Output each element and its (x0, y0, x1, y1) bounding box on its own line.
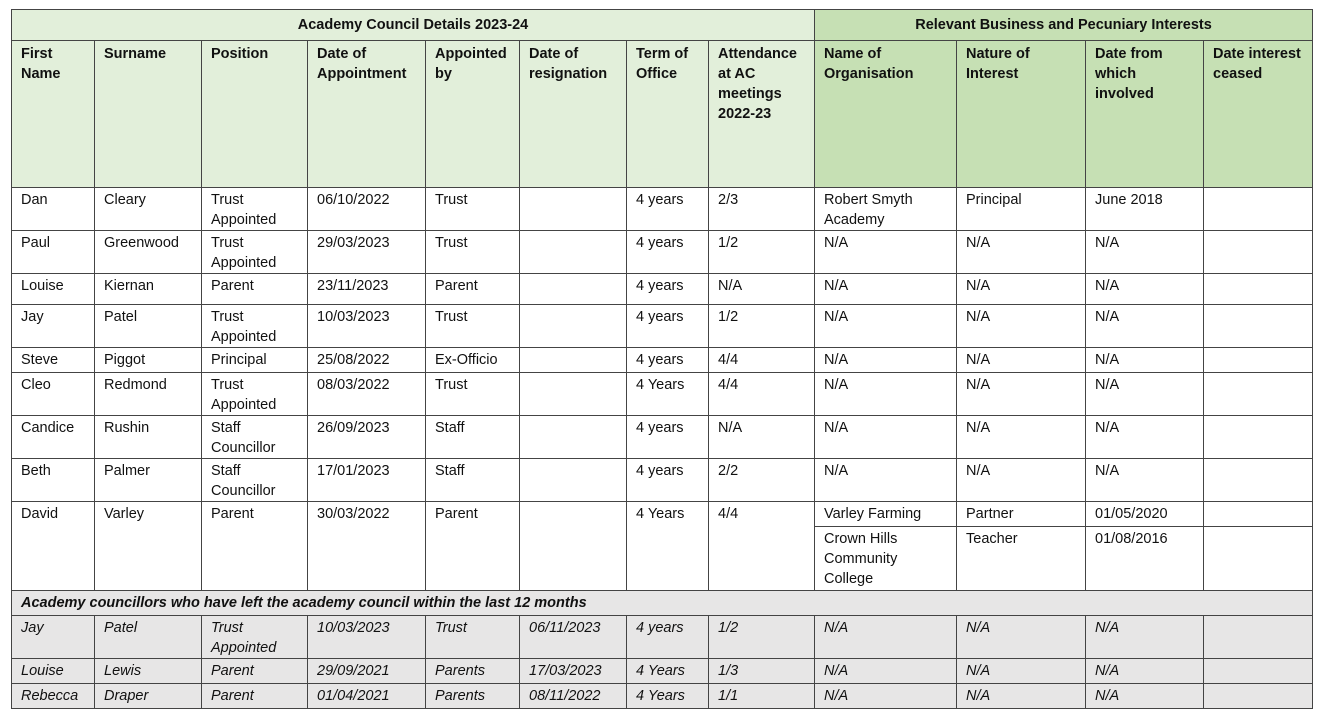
cell-term: 4 years (627, 231, 709, 274)
cell-organisation: N/A (815, 231, 957, 274)
cell-appointment-date: 01/04/2021 (308, 684, 426, 709)
cell-appointment-date: 10/03/2023 (308, 616, 426, 659)
cell-term: 4 years (627, 305, 709, 348)
interests-title: Relevant Business and Pecuniary Interests (815, 10, 1313, 41)
cell-organisation: Robert Smyth Academy (815, 188, 957, 231)
cell-resignation (520, 188, 627, 231)
cell-position: Trust Appointed (202, 188, 308, 231)
cell-term: 4 years (627, 616, 709, 659)
cell-resignation (520, 274, 627, 305)
table-row (12, 188, 1313, 231)
cell-appointed-by: Trust (426, 231, 520, 274)
header-first-name: First Name (12, 41, 95, 188)
cell-term: 4 years (627, 188, 709, 231)
cell-appointed-by: Parents (426, 659, 520, 684)
header-appointed-by: Appointed by (426, 41, 520, 188)
cell-organisation: Crown Hills Community College (815, 527, 957, 591)
cell-term: 4 years (627, 274, 709, 305)
cell-attendance: 1/2 (709, 231, 815, 274)
cell-interest: N/A (957, 684, 1086, 709)
cell-date-ceased (1204, 616, 1313, 659)
cell-appointed-by: Trust (426, 305, 520, 348)
cell-position: Parent (202, 502, 308, 591)
cell-term: 4 Years (627, 684, 709, 709)
cell-organisation: N/A (815, 373, 957, 416)
cell-surname: Patel (95, 616, 202, 659)
cell-organisation: N/A (815, 348, 957, 373)
cell-resignation (520, 502, 627, 591)
cell-attendance: 1/2 (709, 616, 815, 659)
cell-surname: Lewis (95, 659, 202, 684)
cell-surname: Kiernan (95, 274, 202, 305)
cell-date-ceased (1204, 274, 1313, 305)
cell-attendance: 4/4 (709, 373, 815, 416)
cell-appointed-by: Parent (426, 274, 520, 305)
cell-date-from: N/A (1086, 274, 1204, 305)
cell-date-ceased (1204, 459, 1313, 502)
cell-term: 4 Years (627, 659, 709, 684)
cell-organisation: N/A (815, 416, 957, 459)
cell-position: Parent (202, 274, 308, 305)
table-row (12, 348, 1313, 373)
cell-date-ceased (1204, 416, 1313, 459)
header-attendance: Attendance at AC meetings 2022-23 (709, 41, 815, 188)
cell-appointment-date: 17/01/2023 (308, 459, 426, 502)
cell-date-ceased (1204, 231, 1313, 274)
cell-surname: Redmond (95, 373, 202, 416)
cell-organisation: N/A (815, 616, 957, 659)
cell-date-ceased (1204, 373, 1313, 416)
cell-term: 4 Years (627, 502, 709, 591)
table-row (12, 305, 1313, 348)
cell-interest: N/A (957, 616, 1086, 659)
cell-appointment-date: 29/09/2021 (308, 659, 426, 684)
cell-position: Principal (202, 348, 308, 373)
cell-resignation: 06/11/2023 (520, 616, 627, 659)
cell-date-from: N/A (1086, 616, 1204, 659)
council-details-title: Academy Council Details 2023-24 (12, 10, 815, 41)
cell-first-name: Louise (12, 659, 95, 684)
cell-date-ceased (1204, 305, 1313, 348)
cell-appointment-date: 10/03/2023 (308, 305, 426, 348)
cell-attendance: 2/3 (709, 188, 815, 231)
cell-surname: Draper (95, 684, 202, 709)
cell-date-from: N/A (1086, 373, 1204, 416)
cell-position: Parent (202, 684, 308, 709)
cell-resignation (520, 348, 627, 373)
cell-appointment-date: 29/03/2023 (308, 231, 426, 274)
cell-interest: N/A (957, 305, 1086, 348)
cell-first-name: Louise (12, 274, 95, 305)
cell-appointment-date: 08/03/2022 (308, 373, 426, 416)
cell-first-name: David (12, 502, 95, 591)
cell-attendance: N/A (709, 416, 815, 459)
cell-resignation: 08/11/2022 (520, 684, 627, 709)
cell-date-ceased (1204, 348, 1313, 373)
cell-organisation: N/A (815, 305, 957, 348)
cell-appointment-date: 26/09/2023 (308, 416, 426, 459)
cell-surname: Cleary (95, 188, 202, 231)
table-row (12, 659, 1313, 684)
cell-position: Staff Councillor (202, 459, 308, 502)
header-nature-of-interest: Nature of Interest (957, 41, 1086, 188)
cell-first-name: Dan (12, 188, 95, 231)
cell-first-name: Beth (12, 459, 95, 502)
cell-interest: Teacher (957, 527, 1086, 591)
cell-interest: N/A (957, 416, 1086, 459)
cell-surname: Varley (95, 502, 202, 591)
cell-appointed-by: Parent (426, 502, 520, 591)
cell-resignation (520, 416, 627, 459)
former-members-section (12, 591, 1313, 616)
cell-appointed-by: Staff (426, 459, 520, 502)
cell-surname: Rushin (95, 416, 202, 459)
table-row (12, 459, 1313, 502)
cell-attendance: 1/1 (709, 684, 815, 709)
cell-appointed-by: Trust (426, 616, 520, 659)
cell-date-from: N/A (1086, 684, 1204, 709)
cell-appointed-by: Staff (426, 416, 520, 459)
cell-interest: N/A (957, 348, 1086, 373)
table-row (12, 274, 1313, 305)
header-term-of-office: Term of Office (627, 41, 709, 188)
cell-resignation (520, 373, 627, 416)
cell-surname: Patel (95, 305, 202, 348)
cell-attendance: 1/3 (709, 659, 815, 684)
cell-interest: N/A (957, 373, 1086, 416)
cell-surname: Palmer (95, 459, 202, 502)
cell-interest: N/A (957, 231, 1086, 274)
cell-first-name: Jay (12, 616, 95, 659)
cell-date-from: June 2018 (1086, 188, 1204, 231)
table-row (12, 373, 1313, 416)
cell-organisation: N/A (815, 274, 957, 305)
cell-interest: Partner (957, 502, 1086, 527)
cell-resignation (520, 231, 627, 274)
cell-date-from: 01/08/2016 (1086, 527, 1204, 591)
cell-date-from: 01/05/2020 (1086, 502, 1204, 527)
cell-appointment-date: 25/08/2022 (308, 348, 426, 373)
cell-organisation: N/A (815, 459, 957, 502)
header-position: Position (202, 41, 308, 188)
cell-appointment-date: 06/10/2022 (308, 188, 426, 231)
cell-first-name: Jay (12, 305, 95, 348)
cell-first-name: Candice (12, 416, 95, 459)
header-date-from: Date from which involved (1086, 41, 1204, 188)
cell-position: Trust Appointed (202, 373, 308, 416)
cell-attendance: 2/2 (709, 459, 815, 502)
cell-organisation: Varley Farming (815, 502, 957, 527)
former-members-heading: Academy councillors who have left the academy council within the last 12 months (12, 591, 1313, 616)
table-row (12, 231, 1313, 274)
cell-appointed-by: Trust (426, 188, 520, 231)
cell-interest: N/A (957, 274, 1086, 305)
cell-position: Staff Councillor (202, 416, 308, 459)
cell-attendance: N/A (709, 274, 815, 305)
cell-position: Trust Appointed (202, 231, 308, 274)
cell-date-from: N/A (1086, 659, 1204, 684)
header-date-of-appointment: Date of Appointment (308, 41, 426, 188)
cell-date-ceased (1204, 527, 1313, 591)
cell-date-from: N/A (1086, 305, 1204, 348)
cell-position: Trust Appointed (202, 616, 308, 659)
table-row (12, 502, 1313, 527)
cell-resignation: 17/03/2023 (520, 659, 627, 684)
cell-date-from: N/A (1086, 459, 1204, 502)
cell-first-name: Rebecca (12, 684, 95, 709)
cell-surname: Piggot (95, 348, 202, 373)
cell-first-name: Cleo (12, 373, 95, 416)
cell-attendance: 1/2 (709, 305, 815, 348)
cell-attendance: 4/4 (709, 348, 815, 373)
cell-appointed-by: Parents (426, 684, 520, 709)
cell-first-name: Steve (12, 348, 95, 373)
cell-appointed-by: Ex-Officio (426, 348, 520, 373)
cell-date-from: N/A (1086, 348, 1204, 373)
cell-term: 4 years (627, 348, 709, 373)
cell-organisation: N/A (815, 684, 957, 709)
cell-interest: N/A (957, 459, 1086, 502)
cell-surname: Greenwood (95, 231, 202, 274)
cell-term: 4 Years (627, 373, 709, 416)
cell-resignation (520, 305, 627, 348)
cell-term: 4 years (627, 416, 709, 459)
table-row (12, 616, 1313, 659)
header-surname: Surname (95, 41, 202, 188)
cell-date-from: N/A (1086, 416, 1204, 459)
header-name-of-organisation: Name of Organisation (815, 41, 957, 188)
cell-position: Trust Appointed (202, 305, 308, 348)
table-row (12, 416, 1313, 459)
cell-date-from: N/A (1086, 231, 1204, 274)
cell-resignation (520, 459, 627, 502)
cell-term: 4 years (627, 459, 709, 502)
cell-first-name: Paul (12, 231, 95, 274)
cell-appointment-date: 23/11/2023 (308, 274, 426, 305)
cell-appointment-date: 30/03/2022 (308, 502, 426, 591)
cell-organisation: N/A (815, 659, 957, 684)
header-date-ceased: Date interest ceased (1204, 41, 1313, 188)
cell-attendance: 4/4 (709, 502, 815, 591)
header-date-of-resignation: Date of resignation (520, 41, 627, 188)
academy-council-table (11, 9, 1313, 709)
cell-date-ceased (1204, 502, 1313, 527)
cell-appointed-by: Trust (426, 373, 520, 416)
cell-interest: Principal (957, 188, 1086, 231)
cell-interest: N/A (957, 659, 1086, 684)
cell-date-ceased (1204, 659, 1313, 684)
cell-date-ceased (1204, 188, 1313, 231)
cell-position: Parent (202, 659, 308, 684)
